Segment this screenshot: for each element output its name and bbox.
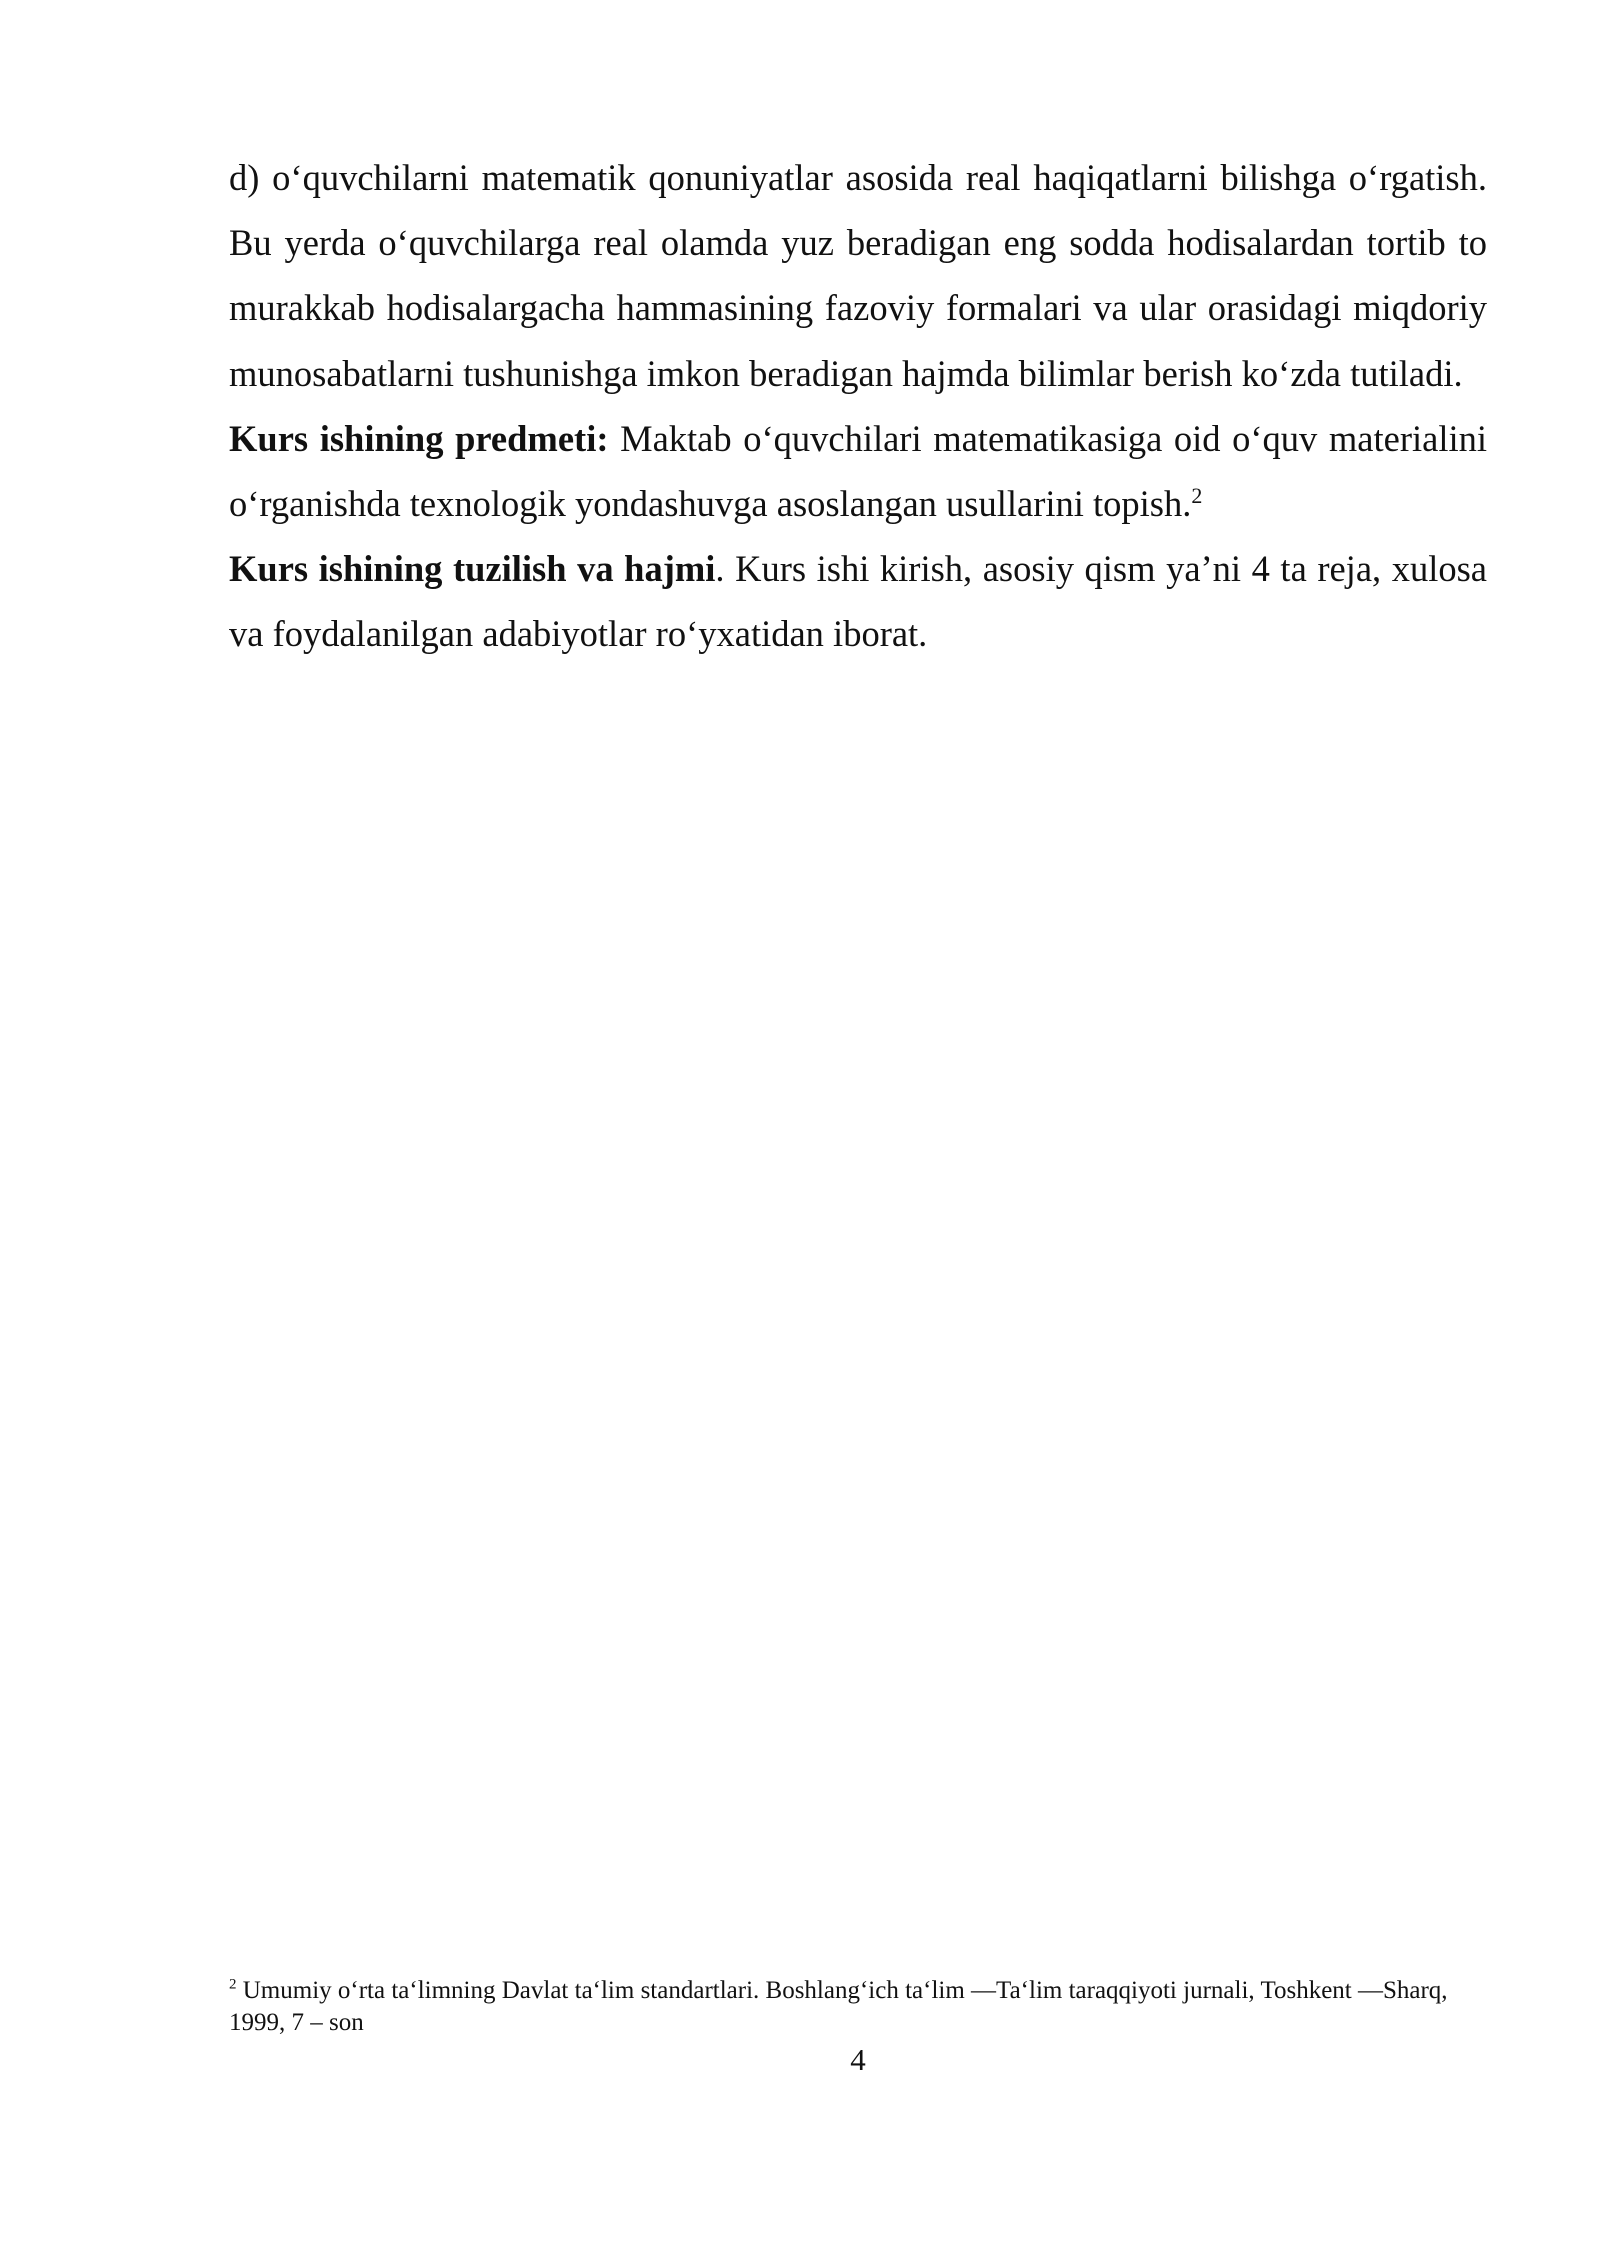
footnote bbox=[229, 1975, 1487, 2039]
paragraph-course-subject bbox=[229, 406, 1487, 536]
document-body bbox=[229, 145, 1487, 667]
paragraph-course-structure bbox=[229, 536, 1487, 666]
footnote-reference[interactable]: 2 bbox=[1191, 482, 1203, 508]
course-subject-text: Maktab o‘quvchilari matematikasiga oid o‘quv materialini o‘rganishda texnologik yondashuvga asoslangan usullarini topish. bbox=[229, 417, 1487, 525]
footnote-text: Umumiy o‘rta ta‘limning Davlat ta‘lim standartlari. Boshlang‘ich ta‘lim —Ta‘lim taraqqiyoti jurnali, Toshkent —Sharq, 1999, 7 – son bbox=[229, 1977, 1448, 2036]
footnote-marker: 2 bbox=[229, 1976, 237, 1993]
paragraph-item-d: d) o‘quvchilarni matematik qonuniyatlar asosida real haqiqatlarni bilishga o‘rgatish. Bu yerda o‘quvchilarga real olamda yuz beradigan eng sodda hodisalardan tortib to murakkab hodisalargacha hammasining fazoviy formalari va ular orasidagi miqdoriy munosabatlarni tushunishga imkon beradigan hajmda bilimlar berish ko‘zda tutiladi. bbox=[229, 157, 1487, 394]
course-structure-text: . Kurs ishi kirish, asosiy qism ya’ni 4 ta reja, xulosa va foydalanilgan adabiyotlar ro‘yxatidan iborat. bbox=[229, 548, 1487, 655]
course-subject-heading: Kurs ishining predmeti: bbox=[229, 417, 609, 459]
course-structure-heading: Kurs ishining tuzilish va hajmi bbox=[229, 548, 716, 590]
page-number: 4 bbox=[850, 2042, 866, 2077]
